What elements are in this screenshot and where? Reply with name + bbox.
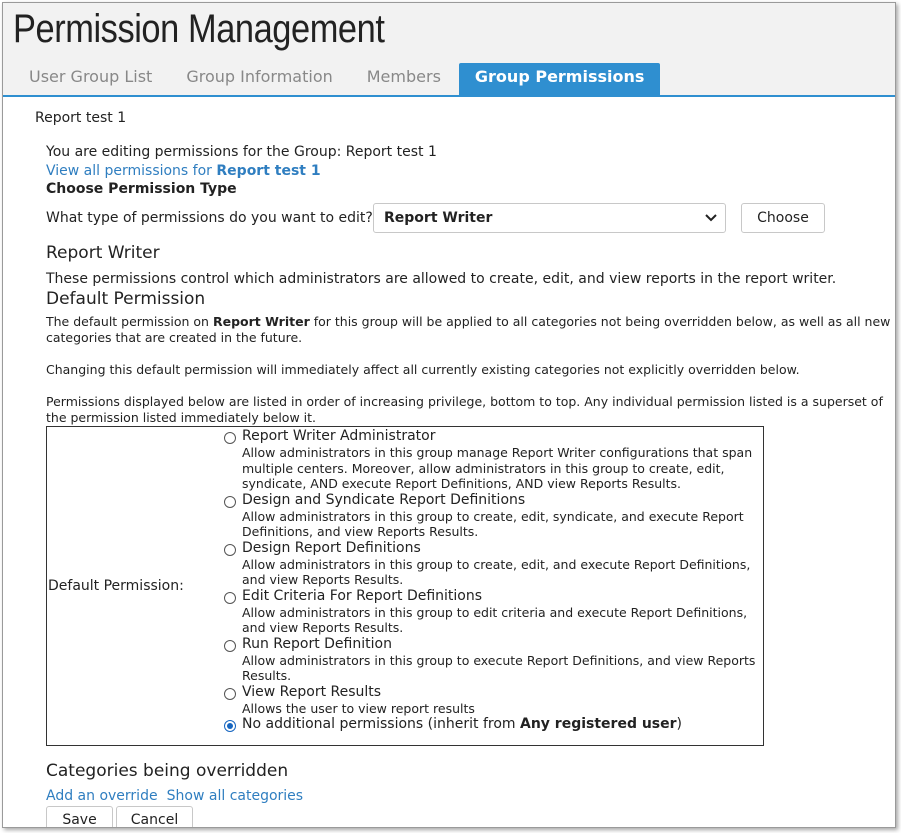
radio-inherit-permissions[interactable] [224,720,236,732]
overrides-heading: Categories being overridden [46,761,289,781]
permission-type-question: What type of permissions do you want to edit? [46,210,373,226]
chevron-down-icon [705,214,717,222]
permission-option[interactable] [213,636,763,684]
option-title: Report Writer Administrator [242,428,436,444]
group-name: Report test 1 [35,110,127,126]
choose-button[interactable]: Choose [741,203,825,233]
cancel-button[interactable]: Cancel [116,806,193,828]
view-all-prefix: View all permissions for [46,163,217,179]
permission-option[interactable] [213,588,763,636]
permission-type-row [46,202,895,234]
permission-option[interactable] [213,716,763,733]
default-permission-para-1: The default permission on Report Writer for this group will be applied to all categories not being overridden below, as well as all new categories that are created in the future. [46,314,891,345]
option-title: Design and Syndicate Report Definitions [242,491,526,508]
page-header [3,3,895,97]
window [2,2,896,828]
radio-run-report-definition[interactable] [224,640,236,652]
show-all-categories-link[interactable]: Show all categories [166,788,304,804]
add-override-link[interactable]: Add an override [46,788,158,804]
option-description: Allow administrators in this group manage Report Writer configurations that span multiple centers. Moreover, allow administrators in this group to create, edit, syndicate, AND execute Report Definitions, AND view Reports Results. [242,445,753,491]
action-buttons [46,806,895,828]
permission-option[interactable] [213,684,763,717]
save-button[interactable]: Save [46,806,113,828]
default-permission-table [46,426,764,746]
default-permission-heading: Default Permission [46,289,206,309]
main-content [3,110,895,828]
option-description: Allow administrators in this group to execute Report Definitions, and view Reports Results. [242,652,756,683]
radio-design-and-syndicate[interactable] [224,496,236,508]
view-all-permissions-link[interactable] [46,163,321,179]
tab-bar [13,63,662,95]
permission-type-heading: Choose Permission Type [46,181,237,197]
page-title: Permission Management [13,7,385,51]
editing-message: You are editing permissions for the Group: Report test 1 [46,144,437,160]
tab-user-group-list[interactable]: User Group List [29,67,153,86]
permissions-panel [46,143,895,828]
option-title-inherit: No additional permissions (inherit from Any registered user) [242,716,683,732]
radio-edit-criteria[interactable] [224,592,236,604]
default-permission-para-3: Permissions displayed below are listed in order of increasing privilege, bottom to top. Any individual permission listed is a superset of the permission listed immediately below it. [46,394,883,425]
radio-report-writer-administrator[interactable] [224,432,236,444]
permission-type-selected: Report Writer [384,210,493,226]
permission-options [213,427,763,745]
option-description: Allows the user to view report results [242,700,475,716]
report-writer-heading: Report Writer [46,243,160,263]
option-title: View Report Results [242,683,382,700]
view-all-group: Report test 1 [216,163,321,179]
permission-option[interactable] [213,492,763,540]
option-title: Run Report Definition [242,635,392,652]
permission-type-select[interactable] [373,203,726,233]
permission-option[interactable] [213,540,763,588]
option-description: Allow administrators in this group to edit criteria and execute Report Definitions, and view Reports Results. [242,604,748,635]
option-title: Design Report Definitions [242,539,421,556]
option-description: Allow administrators in this group to create, edit, and execute Report Definitions, and view Reports Results. [242,556,751,587]
radio-view-report-results[interactable] [224,688,236,700]
tab-group-permissions[interactable]: Group Permissions [459,63,661,95]
default-permission-para-2: Changing this default permission will immediately affect all currently existing categories not explicitly overridden below. [46,362,800,377]
option-title: Edit Criteria For Report Definitions [242,587,483,604]
tab-members[interactable]: Members [366,67,441,86]
option-description: Allow administrators in this group to create, edit, syndicate, and execute Report Definitions, and view Reports Results. [242,508,744,539]
default-permission-label: Default Permission: [48,578,184,594]
report-writer-description: These permissions control which administrators are allowed to create, edit, and view reports in the report writer. [46,271,837,287]
radio-design-report-definitions[interactable] [224,544,236,556]
permission-option[interactable] [213,428,763,492]
override-links [46,786,895,805]
tab-group-information[interactable]: Group Information [186,67,333,86]
